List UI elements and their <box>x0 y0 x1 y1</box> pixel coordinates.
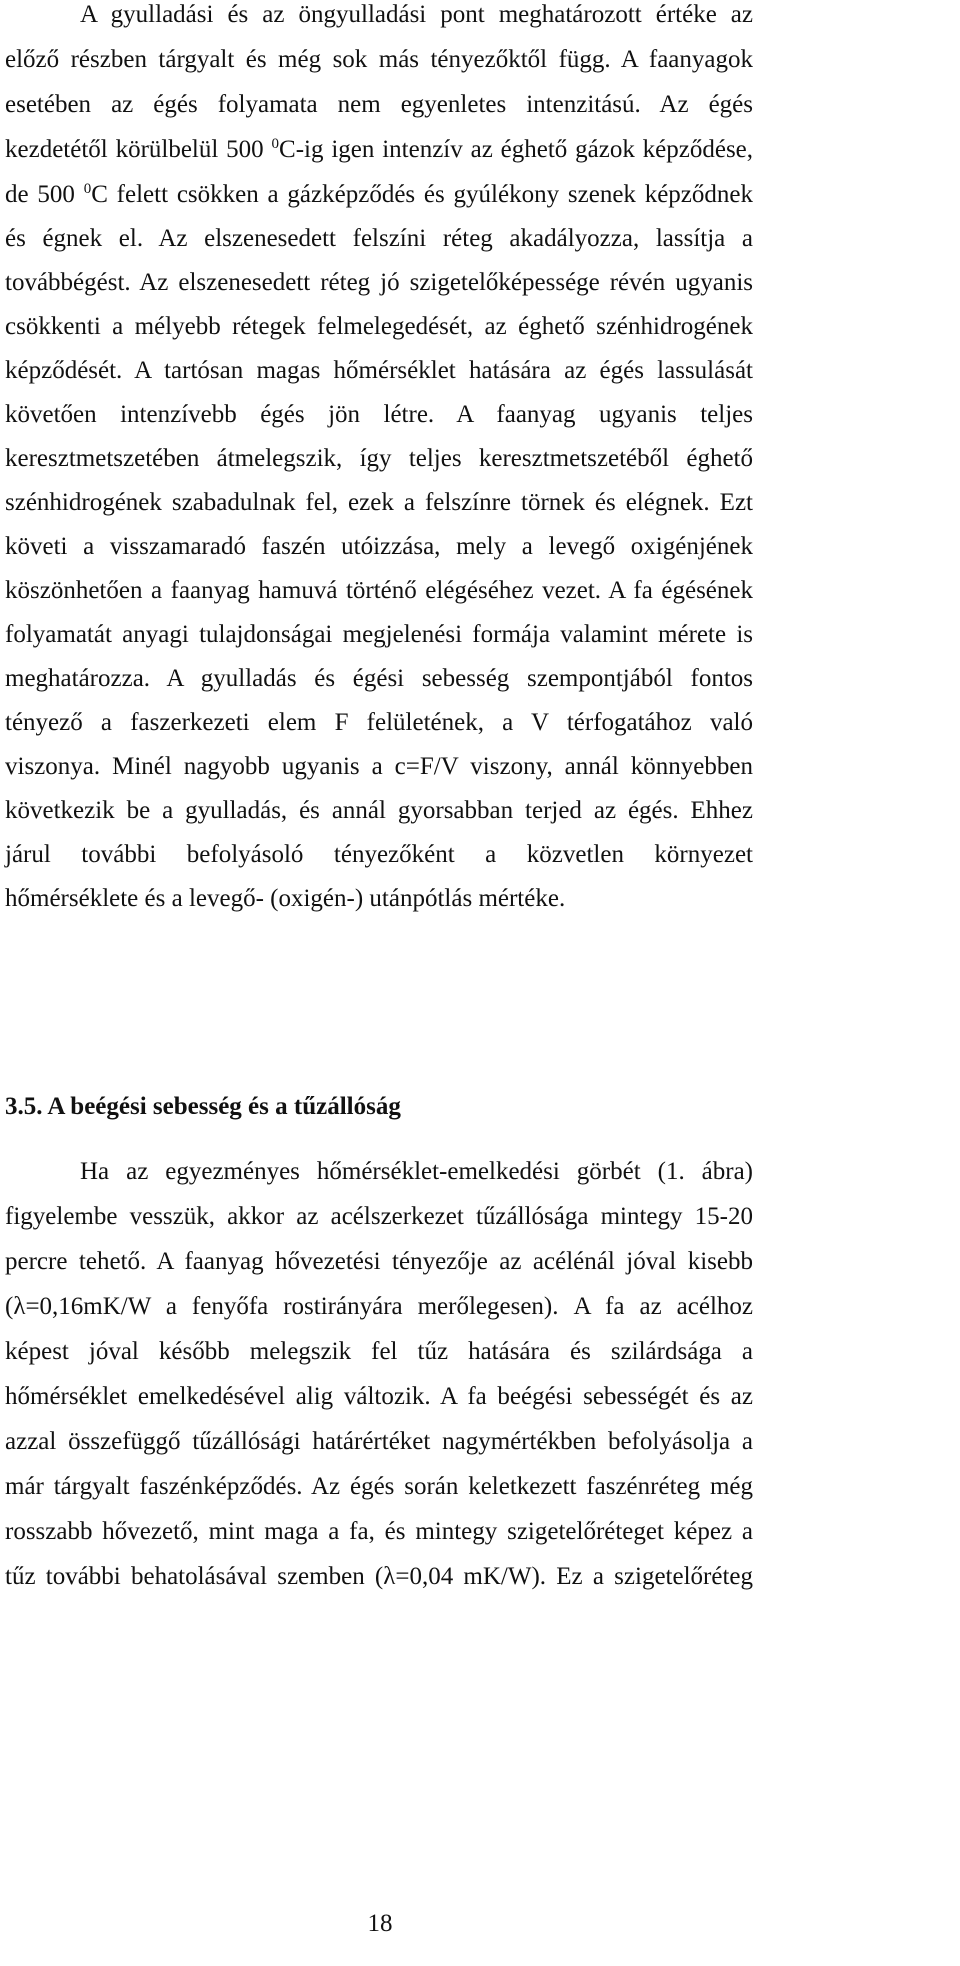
text-line: követően intenzívebb égés jön létre. A faanyag ugyanis teljes <box>5 401 753 428</box>
text-line: azzal összefüggő tűzállósági határértéket nagymértékben befolyásolja a <box>5 1428 753 1455</box>
text-segment: de 500 <box>5 181 75 208</box>
text-line: és égnek el. Az elszenesedett felszíni réteg akadályozza, lassítja a <box>5 225 753 252</box>
text-line: továbbégést. Az elszenesedett réteg jó szigetelőképessége révén ugyanis <box>5 269 753 296</box>
text-segment: C felett csökken a gázképződés és gyúlékony szenek képződnek <box>91 181 753 208</box>
text-line: percre tehető. A faanyag hővezetési tényezője az acélénál jóval kisebb <box>5 1248 753 1275</box>
section-heading: 3.5. A beégési sebesség és a tűzállóság <box>5 1093 401 1120</box>
text-line-last: hőmérséklete és a levegő- (oxigén-) utánpótlás mértéke. <box>5 885 566 912</box>
text-line: hőmérséklet emelkedésével alig változik. A fa beégési sebességét és az <box>5 1383 753 1410</box>
degree-superscript: 0 <box>271 136 280 152</box>
text-line: tűz további behatolásával szemben (λ=0,04 mK/W). Ez a szigetelőréteg <box>5 1563 753 1590</box>
text-line: követi a visszamaradó faszén utóizzása, mely a levegő oxigénjének <box>5 533 753 560</box>
text-line: előző részben tárgyalt és még sok más tényezőktől függ. A faanyagok <box>5 46 753 73</box>
text-line: figyelembe vesszük, akkor az acélszerkezet tűzállósága mintegy 15-20 <box>5 1203 753 1230</box>
text-line: képest jóval később melegszik fel tűz hatására és szilárdsága a <box>5 1338 753 1365</box>
text-line: köszönhetően a faanyag hamuvá történő elégéséhez vezet. A fa égésének <box>5 577 753 604</box>
text-segment: kezdetétől körülbelül 500 <box>5 136 264 163</box>
text-line: Ha az egyezményes hőmérséklet-emelkedési görbét (1. ábra) <box>80 1158 753 1185</box>
text-line: folyamatát anyagi tulajdonságai megjelenési formája valamint mérete is <box>5 621 753 648</box>
text-line: tényező a faszerkezeti elem F felületének, a V térfogatához való <box>5 709 753 736</box>
text-line: viszonya. Minél nagyobb ugyanis a c=F/V viszony, annál könnyebben <box>5 753 753 780</box>
text-line: A gyulladási és az öngyulladási pont meghatározott értéke az <box>80 1 753 28</box>
text-line: keresztmetszetében átmelegszik, így teljes keresztmetszetéből éghető <box>5 445 753 472</box>
text-line <box>5 180 753 210</box>
degree-superscript: 0 <box>83 181 92 197</box>
text-line: esetében az égés folyamata nem egyenletes intenzitású. Az égés <box>5 91 753 118</box>
text-line: csökkenti a mélyebb rétegek felmelegedését, az éghető szénhidrogének <box>5 313 753 340</box>
text-segment: C-ig igen intenzív az éghető gázok képződése, <box>279 136 754 163</box>
text-line: járul további befolyásoló tényezőként a közvetlen környezet <box>5 841 753 868</box>
text-line: meghatározza. A gyulladás és égési sebesség szempontjából fontos <box>5 665 753 692</box>
text-line: már tárgyalt faszénképződés. Az égés során keletkezett faszénréteg még <box>5 1473 753 1500</box>
text-line: rosszabb hővezető, mint maga a fa, és mintegy szigetelőréteget képez a <box>5 1518 753 1545</box>
text-line: következik be a gyulladás, és annál gyorsabban terjed az égés. Ehhez <box>5 797 753 824</box>
text-line <box>5 135 753 165</box>
text-line: (λ=0,16mK/W a fenyőfa rostirányára merőlegesen). A fa az acélhoz <box>5 1293 753 1320</box>
text-line: szénhidrogének szabadulnak fel, ezek a felszínre törnek és elégnek. Ezt <box>5 489 753 516</box>
text-line: képződését. A tartósan magas hőmérséklet hatására az égés lassulását <box>5 357 753 384</box>
page-number: 18 <box>367 1910 393 1937</box>
